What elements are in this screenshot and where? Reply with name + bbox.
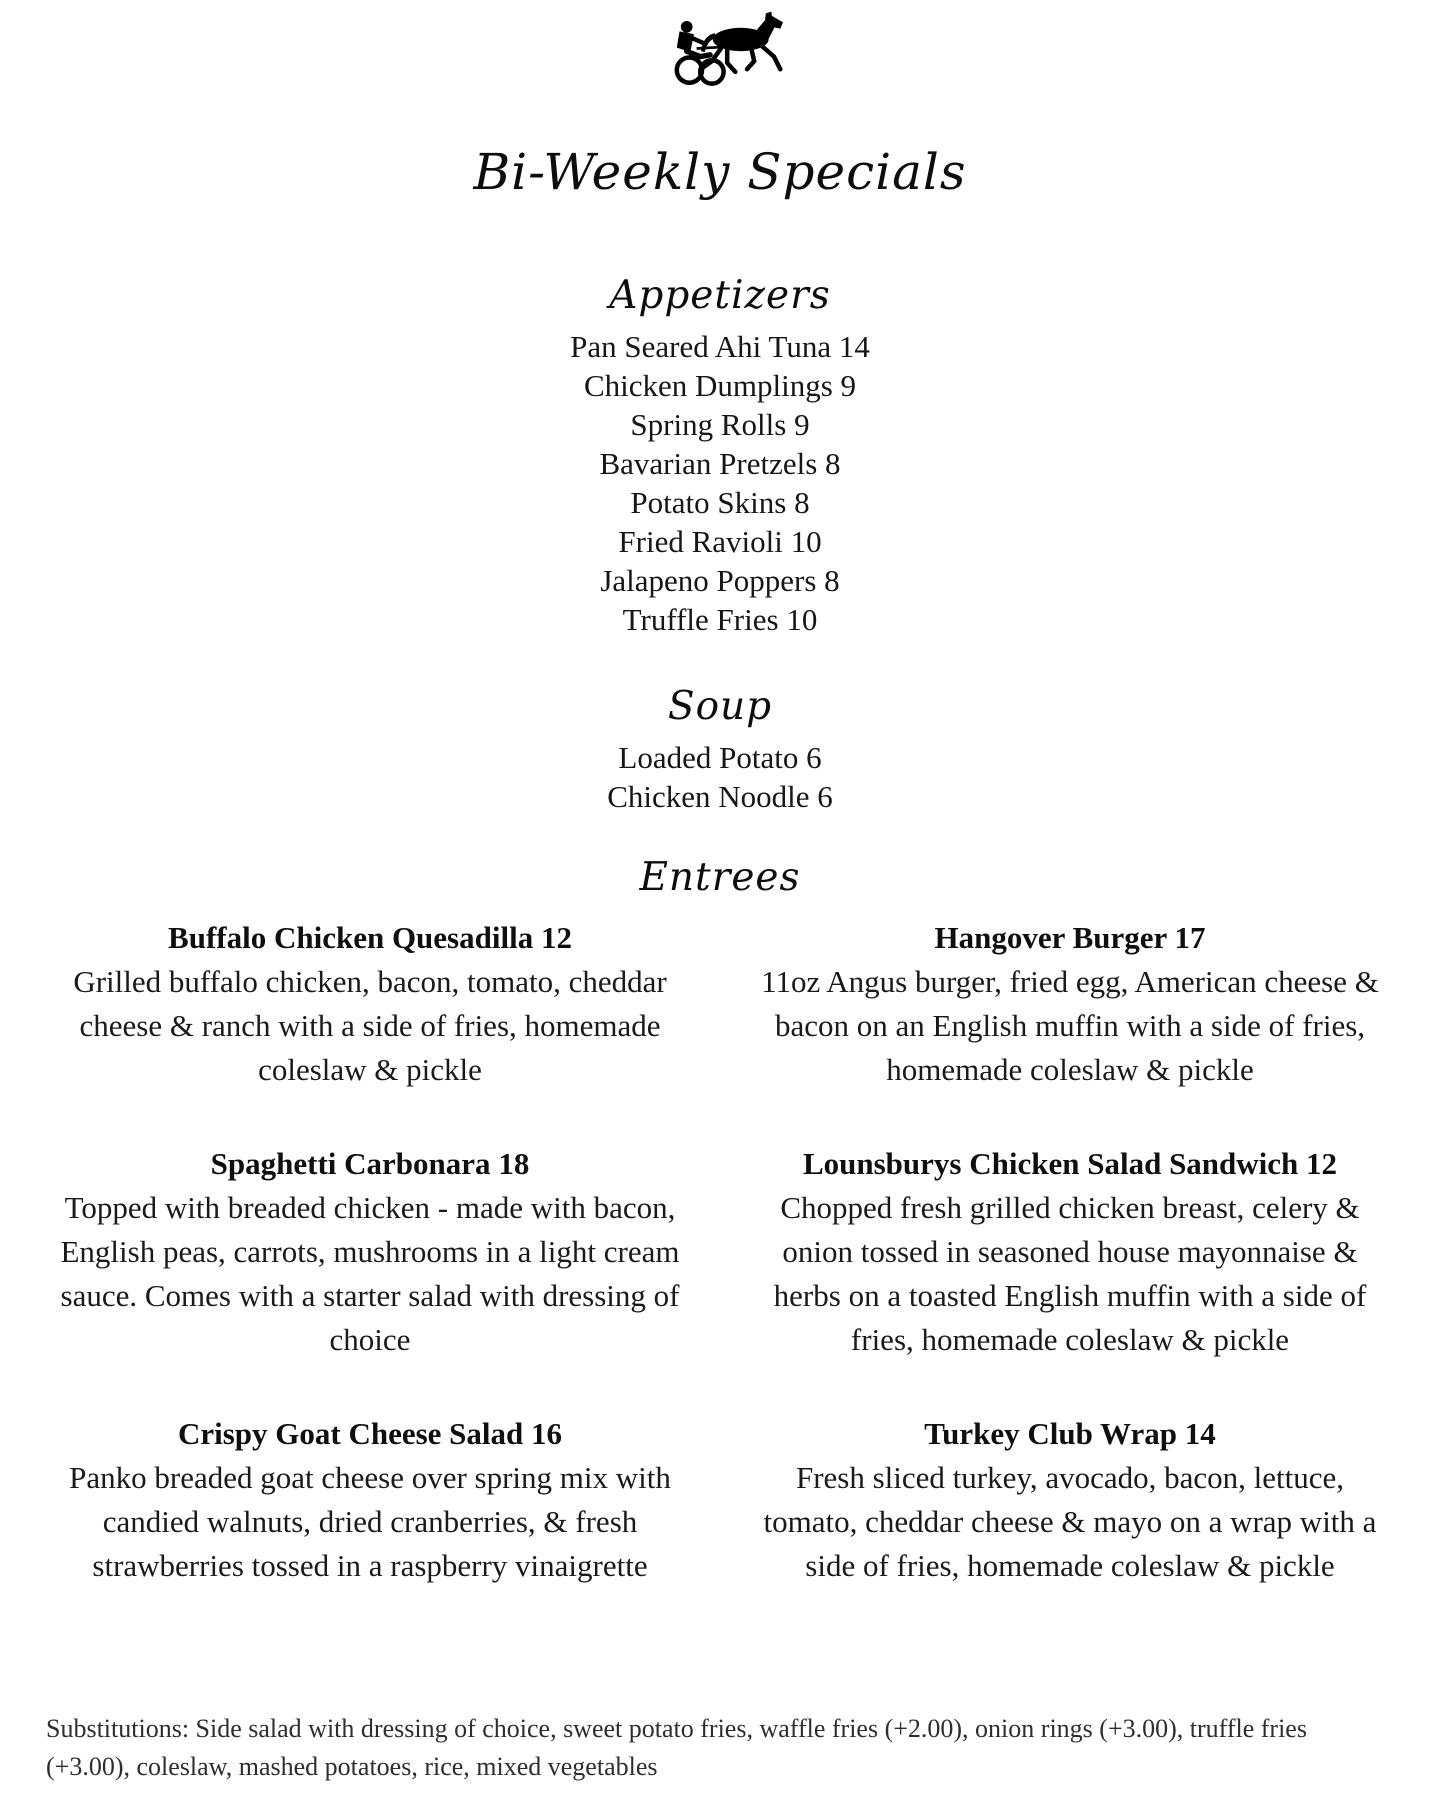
menu-item (570, 366, 870, 405)
item-price: 10 (790, 524, 822, 559)
item-name: Crispy Goat Cheese Salad (177, 1416, 524, 1451)
horse-and-sulky-icon (657, 11, 783, 95)
entree-item (750, 1412, 1390, 1588)
item-price: 8 (825, 446, 841, 481)
entree-item (50, 1142, 690, 1362)
entree-description: Panko breaded goat cheese over spring mix with candied walnuts, dried cranberries, & fresh strawberries tossed in a raspberry vinaigrette (69, 1460, 671, 1583)
item-price: 8 (794, 485, 810, 520)
appetizers-heading: Appetizers (609, 273, 831, 318)
item-price: 10 (786, 602, 818, 637)
entrees-left-column (40, 916, 700, 1588)
item-price: 9 (794, 407, 810, 442)
entree-title (50, 916, 690, 960)
restaurant-logo (657, 10, 783, 96)
appetizers-list (570, 327, 870, 639)
page-title: Bi-Weekly Specials (473, 143, 967, 201)
item-price: 14 (1184, 1416, 1216, 1451)
entree-item (50, 916, 690, 1092)
sulky-wheels (677, 58, 724, 84)
entree-item (750, 916, 1390, 1092)
item-name: Loaded Potato (618, 740, 799, 775)
item-name: Truffle Fries (622, 602, 779, 637)
item-name: Bavarian Pretzels (599, 446, 818, 481)
item-name: Jalapeno Poppers (600, 563, 817, 598)
entree-title (50, 1142, 690, 1186)
entree-description: Fresh sliced turkey, avocado, bacon, lettuce, tomato, cheddar cheese & mayo on a wrap with a side of fries, homemade coleslaw & pickle (763, 1460, 1377, 1583)
menu-item (570, 561, 870, 600)
entree-title (750, 1142, 1390, 1186)
menu-item (607, 738, 833, 777)
entree-title (750, 1412, 1390, 1456)
menu-item (570, 444, 870, 483)
item-name: Turkey Club Wrap (924, 1416, 1177, 1451)
item-name: Chicken Dumplings (583, 368, 833, 403)
item-name: Spring Rolls (630, 407, 787, 442)
menu-item (570, 327, 870, 366)
entree-item (50, 1412, 690, 1588)
item-price: 18 (498, 1146, 530, 1181)
menu-item (570, 600, 870, 639)
menu-item (607, 777, 833, 816)
item-price: 14 (838, 329, 870, 364)
horse-silhouette (697, 12, 783, 72)
entree-description: Chopped fresh grilled chicken breast, celery & onion tossed in seasoned house mayonnaise & herbs on a toasted English muffin with a side of fries, homemade coleslaw & pickle (773, 1190, 1367, 1357)
entree-item (750, 1142, 1390, 1362)
item-price: 6 (817, 779, 833, 814)
entrees-right-column (740, 916, 1400, 1588)
item-name: Pan Seared Ahi Tuna (570, 329, 832, 364)
menu-item (570, 405, 870, 444)
entrees-heading: Entrees (639, 855, 801, 900)
item-name: Lounsburys Chicken Salad Sandwich (802, 1146, 1299, 1181)
item-name: Potato Skins (630, 485, 787, 520)
entrees-grid (0, 916, 1440, 1588)
item-price: 6 (806, 740, 822, 775)
item-name: Hangover Burger (934, 920, 1167, 955)
menu-item (570, 522, 870, 561)
entree-title (750, 916, 1390, 960)
item-price: 17 (1174, 920, 1206, 955)
item-price: 9 (840, 368, 857, 403)
entree-description: Grilled buffalo chicken, bacon, tomato, cheddar cheese & ranch with a side of fries, homemade coleslaw & pickle (73, 964, 667, 1087)
menu-item (570, 483, 870, 522)
soup-list (607, 738, 833, 816)
entree-description: 11oz Angus burger, fried egg, American cheese & bacon on an English muffin with a side of fries, homemade coleslaw & pickle (761, 964, 1379, 1087)
item-price: 8 (824, 563, 840, 598)
item-name: Spaghetti Carbonara (210, 1146, 491, 1181)
item-name: Chicken Noodle (607, 779, 810, 814)
item-name: Buffalo Chicken Quesadilla (168, 920, 534, 955)
item-name: Fried Ravioli (618, 524, 783, 559)
soup-heading: Soup (667, 684, 773, 729)
item-price: 16 (531, 1416, 563, 1451)
entree-description: Topped with breaded chicken - made with bacon, English peas, carrots, mushrooms in a light cream sauce. Comes with a starter salad with dressing of choice (60, 1190, 680, 1357)
driver-silhouette (677, 21, 710, 57)
entree-title (50, 1412, 690, 1456)
item-price: 12 (540, 920, 572, 955)
item-price: 12 (1306, 1146, 1338, 1181)
substitutions-note: Substitutions: Side salad with dressing of choice, sweet potato fries, waffle fries (+2.00), onion rings (+3.00), truffle fries (+3.00), coleslaw, mashed potatoes, rice, mixed vegetables (46, 1714, 1307, 1781)
